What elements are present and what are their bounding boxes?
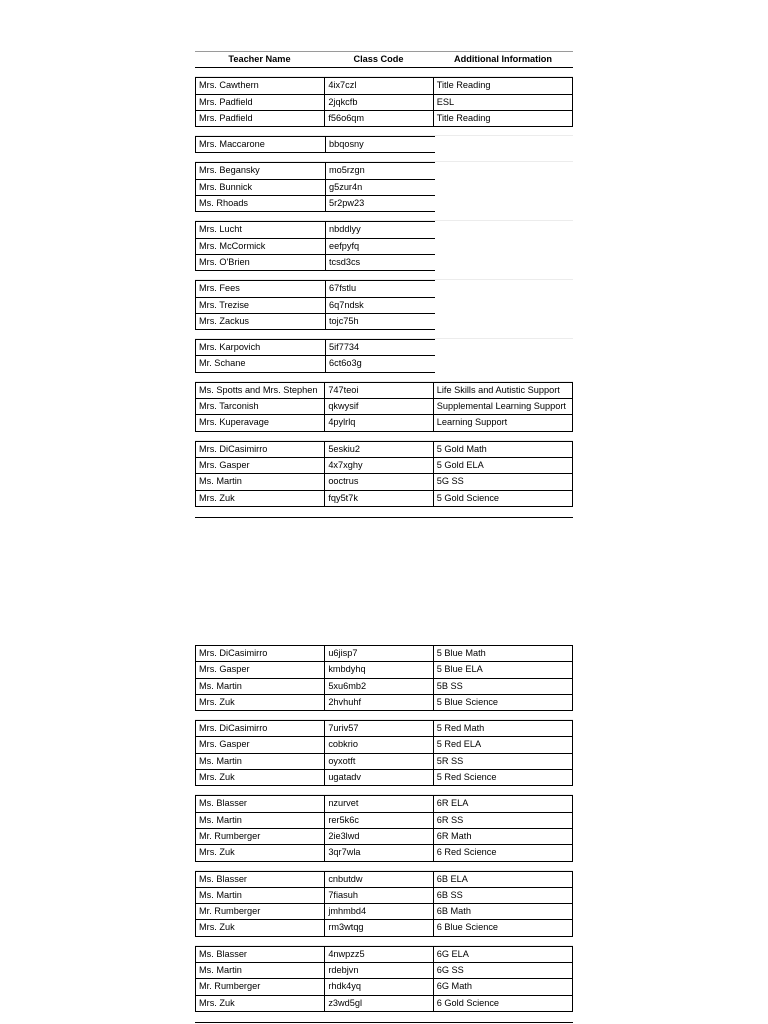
teacher-name-cell: Mrs. Maccarone <box>199 139 265 150</box>
teacher-name-cell: Ms. Martin <box>199 476 242 487</box>
class-code-cell: 5eskiu2 <box>324 442 432 457</box>
class-group <box>195 280 435 330</box>
table-row <box>196 314 435 329</box>
additional-info-cell: 5G SS <box>433 474 572 489</box>
class-code-cell: oyxotft <box>324 754 432 769</box>
class-group <box>195 645 573 711</box>
class-code-cell: bbqosny <box>325 137 434 152</box>
table-row <box>196 695 572 710</box>
class-code-cell: tojc75h <box>325 314 434 329</box>
class-code-cell: ooctrus <box>324 474 432 489</box>
additional-info-cell: 5 Gold Math <box>433 442 572 457</box>
teacher-name-cell: Mrs. DiCasimirro <box>199 723 268 734</box>
class-code-cell: 2ie3lwd <box>324 829 432 844</box>
additional-info-cell: 6B SS <box>433 888 572 903</box>
class-code-cell: 747teoi <box>324 383 432 398</box>
class-code-cell: 4x7xghy <box>324 458 432 473</box>
table-row <box>196 442 572 458</box>
teacher-name-cell: Mrs. O'Brien <box>199 256 250 267</box>
additional-info-cell: 6G SS <box>433 963 572 978</box>
teacher-name-cell: Mrs. DiCasimirro <box>199 648 268 658</box>
class-code-cell: kmbdyhq <box>324 662 432 677</box>
teacher-name-cell: Mrs. Zuk <box>199 772 235 783</box>
class-code-cell: nbddlyy <box>325 222 434 237</box>
class-code-cell: 7fiasuh <box>324 888 432 903</box>
teacher-name-cell: Mrs. Fees <box>199 283 240 294</box>
class-code-cell: 67fstlu <box>325 281 434 296</box>
teacher-name-cell: Mrs. Zuk <box>199 492 235 503</box>
teacher-name-cell: Ms. Rhoads <box>199 198 249 209</box>
spacer-row <box>195 68 573 77</box>
class-code-cell: 3qr7wla <box>324 845 432 860</box>
additional-info-cell: 5 Red ELA <box>433 737 572 752</box>
header-additional-information: Additional Information <box>454 54 552 64</box>
table-row <box>196 340 435 356</box>
teacher-name-cell: Ms. Martin <box>199 965 242 976</box>
teacher-name-cell: Mrs. Zuk <box>199 997 235 1008</box>
table-row <box>196 979 572 995</box>
table-end-rule <box>195 507 573 518</box>
additional-info-cell: 5R SS <box>433 754 572 769</box>
additional-info-cell: Title Reading <box>433 111 572 126</box>
table-row <box>196 281 435 297</box>
class-code-cell: cobkrio <box>324 737 432 752</box>
teacher-name-cell: Mrs. Trezise <box>199 299 250 310</box>
class-group <box>195 871 573 937</box>
class-code-cell: 5xu6mb2 <box>324 679 432 694</box>
teacher-name-cell: Mrs. Karpovich <box>199 342 261 353</box>
teacher-name-cell: Mrs. Zackus <box>199 315 250 326</box>
table-row <box>196 754 572 770</box>
table-header <box>195 51 573 68</box>
table-row <box>196 415 572 430</box>
table-row <box>196 222 435 238</box>
teacher-name-cell: Mrs. Gasper <box>199 459 250 470</box>
additional-info-cell: 6 Red Science <box>433 845 572 860</box>
class-code-cell: rm3wtqg <box>324 920 432 935</box>
table-row <box>196 298 435 314</box>
table-row <box>196 872 572 888</box>
table-row <box>196 491 572 506</box>
additional-info-cell: Title Reading <box>433 78 572 93</box>
class-code-cell: ugatadv <box>324 770 432 785</box>
class-code-cell: qkwysif <box>324 399 432 414</box>
class-code-cell: rhdk4yq <box>324 979 432 994</box>
teacher-name-cell: Mrs. Kuperavage <box>199 417 269 428</box>
additional-info-cell: Learning Support <box>433 415 572 430</box>
class-code-cell: g5zur4n <box>325 180 434 195</box>
spacer-row <box>195 711 573 720</box>
class-code-cell: fqy5t7k <box>324 491 432 506</box>
additional-info-cell: 6 Blue Science <box>433 920 572 935</box>
class-code-cell: z3wd5gl <box>324 996 432 1011</box>
class-group <box>195 441 573 507</box>
header-class-code: Class Code <box>353 54 404 64</box>
additional-info-cell: 6 Gold Science <box>433 996 572 1011</box>
class-group <box>195 720 573 786</box>
additional-info-cell: 5 Gold Science <box>433 491 572 506</box>
teacher-name-cell: Ms. Spotts and Mrs. Stephen <box>199 384 318 395</box>
class-group <box>195 339 435 373</box>
teacher-name-cell: Mrs. Zuk <box>199 696 235 707</box>
table-row <box>196 813 572 829</box>
additional-info-cell: 6B ELA <box>433 872 572 887</box>
class-code-cell: 6ct6o3g <box>325 356 434 371</box>
class-code-cell: 4nwpzz5 <box>324 947 432 962</box>
additional-info-cell: 6G Math <box>433 979 572 994</box>
teacher-name-cell: Mrs. Bunnick <box>199 181 253 192</box>
spacer-row <box>195 862 573 871</box>
class-code-cell: 5if7734 <box>325 340 434 355</box>
class-code-cell: u6jisp7 <box>324 646 432 661</box>
class-code-cell: 2jqkcfb <box>324 95 432 110</box>
additional-info-cell: 5 Red Science <box>433 770 572 785</box>
class-group <box>195 795 573 861</box>
table-row <box>196 78 572 94</box>
additional-info-cell: 5 Red Math <box>433 721 572 736</box>
additional-info-cell: 5 Blue Math <box>433 646 572 661</box>
table-row <box>196 163 435 179</box>
additional-info-cell: 6B Math <box>433 904 572 919</box>
table-row <box>196 95 572 111</box>
class-code-cell: 4pylrlq <box>324 415 432 430</box>
class-code-cell: eefpyfq <box>325 239 434 254</box>
teacher-name-cell: Ms. Martin <box>199 680 242 691</box>
teacher-name-cell: Mrs. Begansky <box>199 165 260 176</box>
spacer-row <box>195 271 573 280</box>
teacher-name-cell: Mrs. Zuk <box>199 922 235 933</box>
spacer-row <box>195 127 573 136</box>
spacer-row <box>195 937 573 946</box>
teacher-name-cell: Mr. Schane <box>199 358 246 369</box>
spacer-row <box>195 432 573 441</box>
header-teacher-name: Teacher Name <box>228 54 291 64</box>
table-row <box>196 255 435 270</box>
class-code-cell: 4ix7czl <box>324 78 432 93</box>
teacher-name-cell: Ms. Martin <box>199 889 242 900</box>
spacer-row <box>195 212 573 221</box>
teacher-name-cell: Mrs. Padfield <box>199 112 253 123</box>
table-row <box>196 679 572 695</box>
class-group <box>195 946 573 1012</box>
additional-info-cell: 5 Blue ELA <box>433 662 572 677</box>
teacher-name-cell: Mrs. Gasper <box>199 739 250 750</box>
teacher-name-cell: Mr. Rumberger <box>199 906 261 917</box>
teacher-name-cell: Mrs. Tarconish <box>199 401 259 412</box>
class-code-cell: 2hvhuhf <box>324 695 432 710</box>
table-row <box>196 721 572 737</box>
table-row <box>196 196 435 211</box>
teacher-name-cell: Ms. Martin <box>199 755 242 766</box>
teacher-name-cell: Ms. Martin <box>199 814 242 825</box>
additional-info-cell: Supplemental Learning Support <box>433 399 572 414</box>
teacher-name-cell: Mrs. McCormick <box>199 240 266 251</box>
additional-info-cell: Life Skills and Autistic Support <box>433 383 572 398</box>
teacher-name-cell: Ms. Blasser <box>199 798 247 809</box>
table-row <box>196 845 572 860</box>
table-row <box>196 947 572 963</box>
additional-info-cell: 6R ELA <box>433 796 572 811</box>
class-code-table-page-2 <box>195 645 573 1023</box>
class-code-cell: 7uriv57 <box>324 721 432 736</box>
additional-info-cell: 6G ELA <box>433 947 572 962</box>
table-row <box>196 111 572 126</box>
spacer-row <box>195 786 573 795</box>
additional-info-cell: ESL <box>433 95 572 110</box>
table-row <box>196 239 435 255</box>
table-row <box>196 796 572 812</box>
teacher-name-cell: Ms. Blasser <box>199 873 247 884</box>
table-row <box>196 888 572 904</box>
class-group <box>195 382 573 432</box>
teacher-name-cell: Mrs. Zuk <box>199 847 235 858</box>
table-row <box>196 904 572 920</box>
table-row <box>196 399 572 415</box>
class-code-cell: jmhmbd4 <box>324 904 432 919</box>
table-row <box>196 137 435 152</box>
spacer-row <box>195 330 573 339</box>
table-row <box>196 996 572 1011</box>
additional-info-cell: 5 Blue Science <box>433 695 572 710</box>
class-group <box>195 162 435 212</box>
table-row <box>196 646 572 662</box>
additional-info-cell: 6R SS <box>433 813 572 828</box>
additional-info-cell: 5 Gold ELA <box>433 458 572 473</box>
class-code-cell: rdebjvn <box>324 963 432 978</box>
table-row <box>196 383 572 399</box>
class-code-cell: nzurvet <box>324 796 432 811</box>
table-row <box>196 180 435 196</box>
additional-info-cell: 6R Math <box>433 829 572 844</box>
table-row <box>196 963 572 979</box>
teacher-name-cell: Mrs. Padfield <box>199 96 253 107</box>
class-code-cell: 5r2pw23 <box>325 196 434 211</box>
class-code-cell: rer5k6c <box>324 813 432 828</box>
teacher-name-cell: Ms. Blasser <box>199 948 247 959</box>
table-row <box>196 737 572 753</box>
class-group <box>195 77 573 127</box>
table-row <box>196 920 572 935</box>
spacer-row <box>195 373 573 382</box>
table-row <box>196 662 572 678</box>
teacher-name-cell: Mr. Rumberger <box>199 830 261 841</box>
class-code-cell: f56o6qm <box>324 111 432 126</box>
teacher-name-cell: Mrs. Lucht <box>199 224 242 235</box>
additional-info-cell: 5B SS <box>433 679 572 694</box>
table-row <box>196 474 572 490</box>
table-row <box>196 770 572 785</box>
teacher-name-cell: Mrs. DiCasimirro <box>199 443 268 454</box>
class-code-cell: tcsd3cs <box>325 255 434 270</box>
class-code-cell: cnbutdw <box>324 872 432 887</box>
teacher-name-cell: Mrs. Cawthern <box>199 80 259 91</box>
class-group <box>195 221 435 271</box>
class-code-cell: mo5rzgn <box>325 163 434 178</box>
spacer-row <box>195 153 573 162</box>
table-row <box>196 829 572 845</box>
table-row <box>196 458 572 474</box>
class-group <box>195 136 435 153</box>
teacher-name-cell: Mrs. Gasper <box>199 664 250 675</box>
table-end-rule <box>195 1012 573 1023</box>
table-row <box>196 356 435 371</box>
class-code-cell: 6q7ndsk <box>325 298 434 313</box>
class-code-table-page-1 <box>195 51 573 518</box>
teacher-name-cell: Mr. Rumberger <box>199 981 261 992</box>
